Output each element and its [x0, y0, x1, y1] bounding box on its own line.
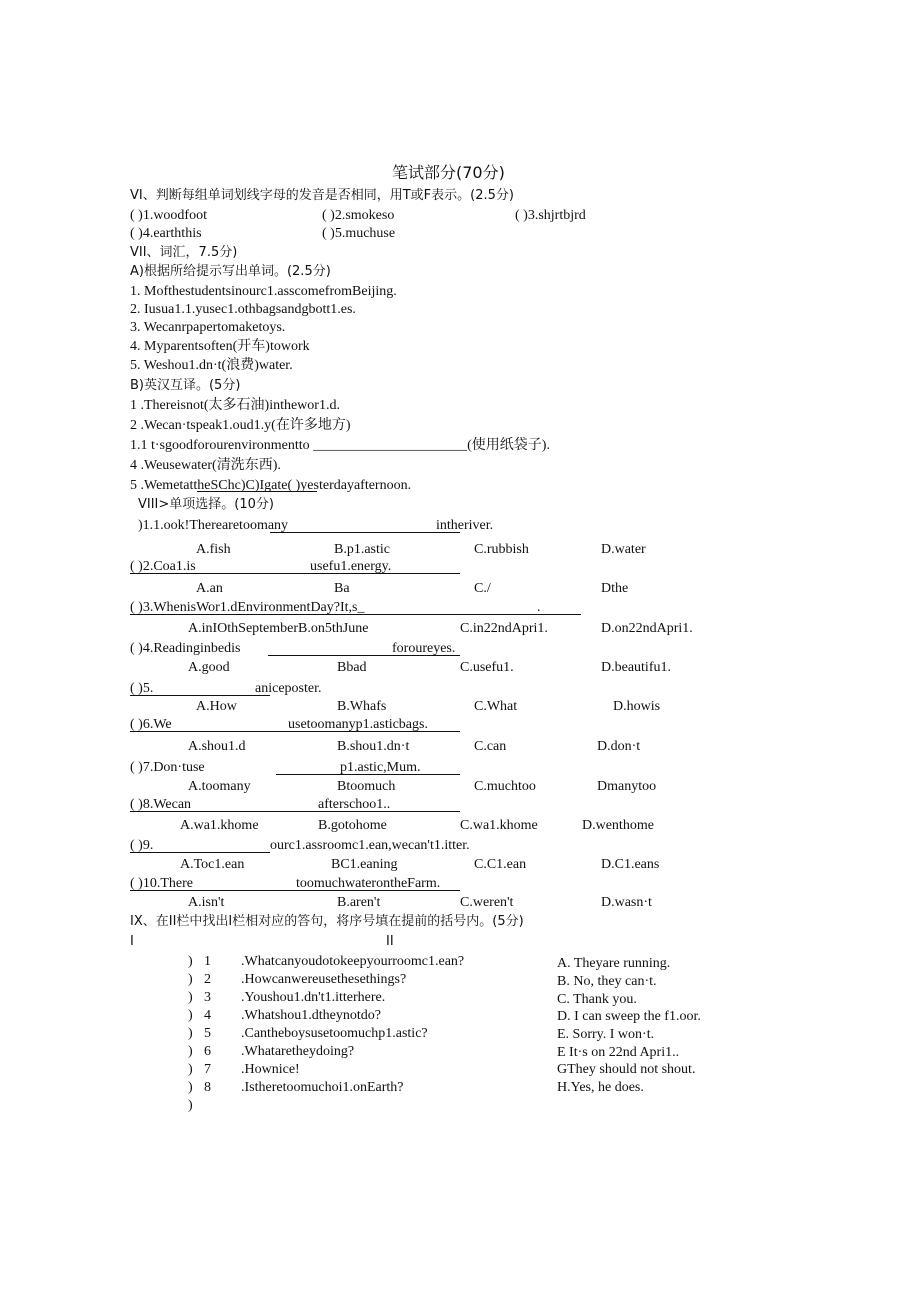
question-tail: toomuchwaterontheFarm.: [296, 876, 441, 891]
match-question-number: 1: [204, 954, 211, 969]
vocab-item: 1. Mofthestudentsinourc1.asscomefromBeijing.: [130, 284, 397, 299]
translation-item: 2 .Wecan·tspeak1.oud1.y(在许多地方): [130, 418, 351, 433]
option: A.How: [196, 699, 237, 714]
option: B.shou1.dn·t: [337, 739, 410, 754]
section-vii-heading: VII、词汇，7.5分): [130, 245, 238, 260]
option: Bbad: [337, 660, 367, 675]
option: B.p1.astic: [334, 542, 390, 557]
match-question: .Whatshou1.dtheynotdo?: [241, 1008, 381, 1023]
option: A.an: [196, 581, 223, 596]
option: Ba: [334, 581, 350, 596]
match-answer: D. I can sweep the f1.oor.: [557, 1009, 701, 1024]
option: C.weren't: [460, 895, 514, 910]
match-question-number: 5: [204, 1026, 211, 1041]
option: Btoomuch: [337, 779, 396, 794]
option: D.wenthome: [582, 818, 654, 833]
pronunciation-item: ( )5.muchuse: [322, 226, 396, 241]
match-question: .Howcanwereusethesethings?: [241, 972, 407, 987]
answer-paren: ): [188, 1062, 193, 1077]
answer-paren: ): [188, 954, 193, 969]
question-stem: ( )10.There: [130, 876, 193, 891]
option: D.wasn·t: [601, 895, 652, 910]
option: A.isn't: [188, 895, 225, 910]
match-question: .Hownice!: [241, 1062, 300, 1077]
question-stem: )1.1.ook!Therearetoomany: [138, 518, 289, 533]
option: A.fish: [196, 542, 231, 557]
section-vii-b-heading: B)英汉互译。(5分): [130, 378, 241, 393]
answer-paren: ): [188, 1008, 193, 1023]
match-question-number: 8: [204, 1080, 211, 1095]
translation-item: 5 .WemetattheSChc)C)Igate( )yesterdayafternoon.: [130, 478, 412, 493]
option: A.inIOthSeptemberB.on5thJune: [188, 621, 369, 636]
option: D.C1.eans: [601, 857, 660, 872]
option: C.C1.ean: [474, 857, 527, 872]
match-question: .Cantheboysusetoomuchp1.astic?: [241, 1026, 428, 1041]
option: C./: [474, 581, 491, 596]
question-tail: intheriver.: [436, 518, 494, 533]
question-tail: aniceposter.: [255, 681, 322, 696]
option: D.howis: [613, 699, 661, 714]
answer-paren: ): [188, 1098, 193, 1113]
section-viii-heading: VIII>单项选择。(10分): [138, 497, 274, 512]
match-answer: B. No, they can·t.: [557, 974, 657, 989]
option: C.What: [474, 699, 518, 714]
translation-item: 1.1 t·sgoodforourenvironmentto ______________________(使用纸袋子).: [130, 438, 550, 453]
question-tail: afterschoo1..: [318, 797, 391, 812]
pronunciation-item: ( )2.smokeso: [322, 208, 395, 223]
section-vi-heading: VI、判断每组单词划线字母的发音是否相同，用T或F表示。(2.5分): [130, 188, 514, 203]
option: D.water: [601, 542, 646, 557]
option: C.muchtoo: [474, 779, 536, 794]
match-answer: E. Sorry. I won·t.: [557, 1027, 655, 1042]
question-tail: usefu1.energy.: [310, 559, 392, 574]
vocab-item: 4. Myparentsoften(开车)towork: [130, 339, 310, 354]
match-answer: H.Yes, he does.: [557, 1080, 644, 1095]
option: Dmanytoo: [597, 779, 657, 794]
answer-paren: ): [188, 990, 193, 1005]
question-tail: .: [537, 600, 541, 615]
match-question-number: 7: [204, 1062, 211, 1077]
question-tail: usetoomanyp1.asticbags.: [288, 717, 428, 732]
question-tail: foroureyes.: [392, 641, 456, 656]
match-answer: C. Thank you.: [557, 992, 637, 1007]
question-stem: ( )7.Don·tuse: [130, 760, 205, 775]
option: B.gotohome: [318, 818, 387, 833]
match-question: .Youshou1.dn't1.itterhere.: [241, 990, 386, 1005]
answer-paren: ): [188, 1080, 193, 1095]
column-ii-label: II: [386, 934, 394, 949]
match-question-number: 2: [204, 972, 211, 987]
question-stem: ( )2.Coa1.is: [130, 559, 196, 574]
match-answer: A. Theyare running.: [557, 956, 671, 971]
pronunciation-item: ( )3.shjrtbjrd: [515, 208, 586, 223]
option: C.can: [474, 739, 507, 754]
answer-blank: [270, 532, 460, 533]
underline: [197, 491, 317, 492]
question-stem: ( )6.We: [130, 717, 172, 732]
pronunciation-item: ( )1.woodfoot: [130, 208, 207, 223]
match-question: .Whatcanyoudotokeepyourroomc1.ean?: [241, 954, 465, 969]
translation-item: 1 .Thereisnot(太多石油)inthewor1.d.: [130, 398, 340, 413]
option: A.shou1.d: [188, 739, 246, 754]
option: A.Toc1.ean: [180, 857, 245, 872]
translation-item: 4 .Weusewater(清洗东西).: [130, 458, 281, 473]
question-stem: ( )8.Wecan: [130, 797, 192, 812]
vocab-item: 2. Iusua1.1.yusec1.othbagsandgbott1.es.: [130, 302, 356, 317]
option: A.good: [188, 660, 230, 675]
answer-paren: ): [188, 1026, 193, 1041]
option: C.wa1.khome: [460, 818, 538, 833]
vocab-item: 5. Weshou1.dn·t(浪费)water.: [130, 358, 293, 373]
section-ix-heading: IX、在II栏中找出I栏相对应的答句，将序号填在提前的括号内。(5分): [130, 914, 524, 929]
question-tail: ourc1.assroomc1.ean,wecan't1.itter.: [270, 838, 470, 853]
option: D.don·t: [597, 739, 641, 754]
question-stem: ( )3.WhenisWor1.dEnvironmentDay?It,s_: [130, 600, 365, 615]
match-question: .Whataretheydoing?: [241, 1044, 355, 1059]
option: A.toomany: [188, 779, 251, 794]
match-question-number: 4: [204, 1008, 211, 1023]
match-question: .Istheretoomuchoi1.onEarth?: [241, 1080, 404, 1095]
option: C.usefu1.: [460, 660, 514, 675]
pronunciation-item: ( )4.earththis: [130, 226, 202, 241]
option: B.Whafs: [337, 699, 387, 714]
question-tail: p1.astic,Mum.: [340, 760, 421, 775]
option: Dthe: [601, 581, 629, 596]
option: B.aren't: [337, 895, 381, 910]
question-stem: ( )4.Readinginbedis: [130, 641, 241, 656]
vocab-item: 3. Wecanrpapertomaketoys.: [130, 320, 286, 335]
answer-paren: ): [188, 1044, 193, 1059]
option: C.in22ndApri1.: [460, 621, 548, 636]
question-stem: ( )5.: [130, 681, 154, 696]
match-answer: GThey should not shout.: [557, 1062, 696, 1077]
option: D.on22ndApri1.: [601, 621, 693, 636]
column-i-label: I: [130, 934, 134, 949]
match-question-number: 3: [204, 990, 211, 1005]
option: C.rubbish: [474, 542, 529, 557]
section-vii-a-heading: A)根据所给提示写出单词。(2.5分): [130, 264, 331, 279]
page-title: 笔试部分(70分): [392, 163, 505, 182]
question-stem: ( )9.: [130, 838, 154, 853]
option: A.wa1.khome: [180, 818, 259, 833]
match-answer: E It·s on 22nd Apri1..: [557, 1045, 680, 1060]
match-question-number: 6: [204, 1044, 211, 1059]
answer-paren: ): [188, 972, 193, 987]
option: BC1.eaning: [331, 857, 398, 872]
option: D.beautifu1.: [601, 660, 671, 675]
